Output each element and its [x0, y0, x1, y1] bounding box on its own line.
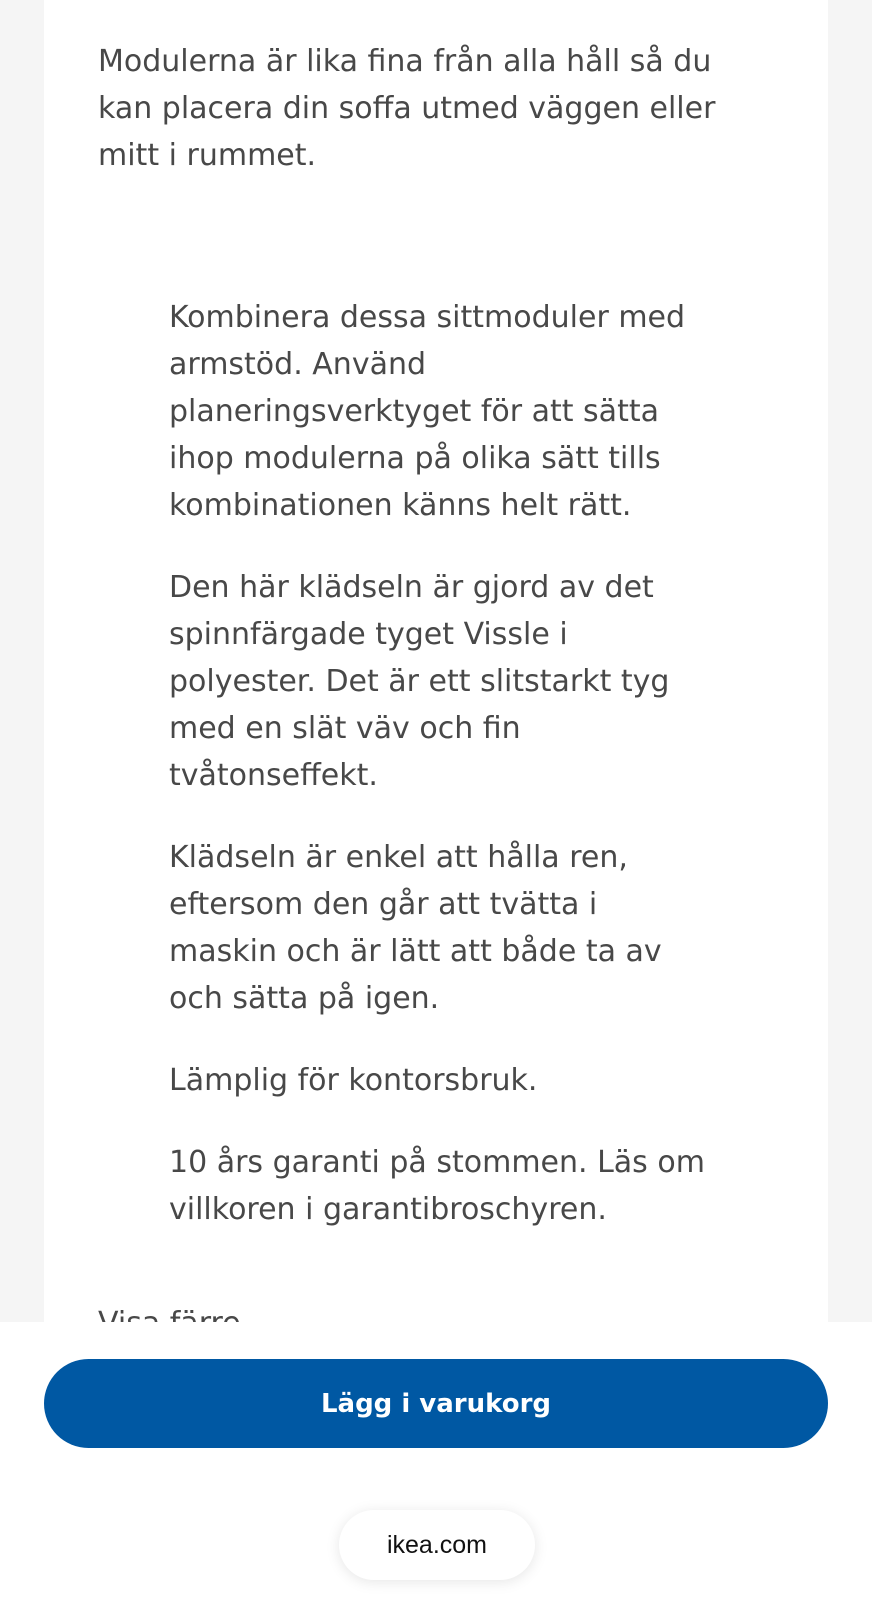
add-to-cart-button[interactable]: Lägg i varukorg	[44, 1359, 828, 1448]
product-intro-text: Modulerna är lika fina från alla håll så du kan placera din soffa utmed väggen eller mitt i rummet.	[98, 44, 716, 173]
browser-url-pill[interactable]	[339, 1510, 535, 1580]
show-less-link[interactable]	[98, 1300, 241, 1322]
product-details-list	[169, 294, 709, 1268]
details-paragraph: Klädseln är enkel att hålla ren, eftersom den går att tvätta i maskin och är lätt att både ta av och sätta på igen.	[169, 840, 662, 1016]
details-paragraph: Lämplig för kontorsbruk.	[169, 1063, 538, 1098]
details-paragraph: Kombinera dessa sittmoduler med armstöd. Använd planeringsverktyget för att sätta ihop modulerna på olika sätt tills kombinationen känns helt rätt.	[169, 300, 686, 523]
bottom-action-bar	[0, 1322, 872, 1600]
details-paragraph: Den här klädseln är gjord av det spinnfärgade tyget Vissle i polyester. Det är ett slitstarkt tyg med en slät väv och fin tvåtonseffekt.	[169, 570, 670, 793]
browser-url-text: ikea.com	[386, 1530, 488, 1559]
details-paragraph: 10 års garanti på stommen. Läs om villkoren i garantibroschyren.	[169, 1145, 705, 1227]
